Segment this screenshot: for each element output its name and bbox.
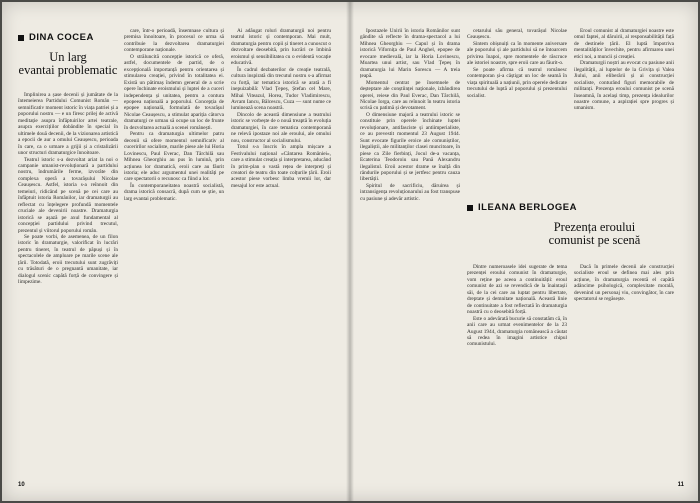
right-column-3-top: [574, 28, 674, 196]
left-author-heading: [18, 32, 118, 43]
paragraph: Eroul comunist al dramaturgiei noastre este omul faptei, al dăruirii, al responsabilității față de destinele țării. El luptă împotriva mentalităților învechite, pentru afirmarea unei etici noi, a muncii și creației.: [574, 28, 674, 60]
right-article-title: [507, 221, 682, 247]
left-page: [2, 2, 350, 501]
right-column-3-bottom: [574, 264, 674, 476]
left-column-1: [18, 92, 118, 476]
right-column-1: [360, 28, 460, 476]
paragraph: Ipostazele Unirii în istoria Românilor sunt gândite să reflecte în drama-spectacol a lui Mihnea Gheorghiu — Capul și în drama istorică Vifornița de Paul Anghel, epopee de evocare medievală, iar la Horia Lovinescu, Moartea unui artist, sau Vlad Țepeș în dramaturgia lui Marin Sorescu — A treia țeapă.: [360, 28, 460, 80]
right-page-number: 11: [677, 482, 684, 488]
paragraph: În contemporaneitatea noastră socialistă, drama istorică consacră, după cum se știe, un larg evantai problematic.: [124, 182, 224, 202]
right-page: [350, 2, 698, 501]
right-title-line-2: comunist pe scenă: [548, 233, 641, 247]
left-author-name: DINA COCEA: [29, 32, 94, 43]
paragraph: cetarului său general, tovarășul Nicolae Ceaușescu.: [467, 28, 567, 41]
left-page-number: 10: [18, 482, 25, 488]
paragraph: În cadrul dezbaterilor de creație teatrală, cultura inspirată din trecutul nostru s-a afirmat cu forță, iar tematica istorică se arată a fi inepuizabilă: Vlad Țepeș, Ștefan cel Mare, Mihai Viteazul, Horea, Tudor Vladimirescu, Avram Iancu, Bălcescu, Cuza — sunt nume ce luminează scena noastră.: [231, 66, 331, 112]
paragraph: Dintre numeroasele idei sugerate de tema prezenței eroului comunist în dramaturgie, vom reține pe aceea a continuității: eroul comunist de azi se revendică de la înaintașii săi, de la cei care au luptat pentru libertate, dreptate și demnitate națională. Această linie de continuitate a fost reflectată în dramaturgia noastră cu o deosebită forță.: [467, 264, 567, 316]
paragraph: Totul s-a înscris în ampla mișcare a Festivalului național «Cântarea României», care a stimulat creația și interpretarea, aducând în prim-plan o vastă rețea de interpreți și creatori de teatru din toate colțurile țării. Eroii acestor piese vorbesc limba vremii lor, dar mesajul lor este actual.: [231, 144, 331, 189]
paragraph: Împlinirea a șase decenii și jumătate de la întemeierea Partidului Comunist Român — semnificativ moment istoric în viața patriei și a poporului nostru — e un firesc prilej de activă meditație asupra înfăptuirilor artei teatrale, asupra exercițiilor dobândite în special în ultimele două decenii, de la vizionarea artistică a epocii de aur a omului Ceaușescu, perioada în care, ca o urmare a grijii și a cristalizării unor structuri dramaturgice înnoitoare.: [18, 92, 118, 157]
paragraph: care, într-o perioadă, însemnase cultura și premisa înnoitoare, în procesul ce urma să contribuie la dezvoltarea dramaturgiei contemporane naționale.: [124, 28, 224, 54]
paragraph: Spiritul de sacrificiu, dăruirea și intransigența revoluționarului au fost transpuse cu pasiune și adevăr artistic.: [360, 182, 460, 202]
square-bullet-icon: [467, 205, 473, 211]
right-author-name: ILEANA BERLOGEA: [478, 202, 577, 213]
left-column-2: [124, 28, 224, 476]
magazine-spread: [2, 2, 698, 501]
paragraph: Este o adevărată bucurie să constatăm că, în anii care au urmat evenimentelor de la 23 August 1944, dramaturgia românească a căutat să redea în imagini artistice chipul comunistului.: [467, 315, 567, 348]
right-column-2-bottom: [467, 264, 567, 476]
left-article-header: [18, 32, 118, 77]
paragraph: Dincolo de această dimensiune a teatrului istoric se vorbește de o nouă treaptă în evoluția dramaturgiei, în care tematica contemporană ne relevă ipostaze noi ale eroului, ale omului nou, constructor al socialismului.: [231, 111, 331, 144]
right-column-2-top: [467, 28, 567, 188]
right-title-line-1: Prezența eroului: [553, 220, 636, 234]
paragraph: O dimensiune majoră a teatrului istoric se constituie prin operele închinate luptei revoluționare, antifasciste și antiimperialiste, ce au prevestit momentul 23 August 1944. Sunt evocate figurile eroice ale comuniștilor, ilegaliștii, ale militanților clasei muncitoare, în piese ca Zile fierbinți, Jocul de-a vacanța, Ecaterina Teodoroiu sau Pană Alexandru ilegalistul. Eroii acestor drame se înalță din rândurile poporului și se jertfesc pentru cauza libertății.: [360, 111, 460, 183]
square-bullet-icon: [18, 35, 24, 41]
paragraph: Momentul centrat pe însemnele de deșteptare ale conștiinței naționale, izbândirea operei, reiese din Paul Everac, Dan Tărchilă, Nicolae Iorga, care au reînnoit în teatru istoria scrisă cu patimă și devotament.: [360, 79, 460, 112]
paragraph: Se poate vorbi, de asemenea, de un filon istoric în dramaturgie, valorificat în lucrări pentru tineret, în teatrul de păpuși și în spectacolele de amploare pe marile scene ale țării. Totodată, eroii trecutului sunt zugrăviți cu trăsături de o pregnantă umanitate, iar dialogul scenic capătă forță de convingere și limpezime.: [18, 233, 118, 286]
left-column-3: [231, 28, 331, 476]
paragraph: Pentru ca dramaturgia ultimelor patru decenii să ofere momentul semnificativ al cuceririlor socialiste, marile piese ale lui Horia Lovinescu, Paul Everac, Dan Tărchilă sau Mihnea Gheorghiu au pus în lumină, prin acțiunea lor dramatică, eroii care au făurit istoria; ele aduc argumentul unei realități pe care spectatorii o recunosc ca fiind a lor.: [124, 131, 224, 183]
paragraph: Ai adăugat roluri dramaturgii noi pentru teatrul istoric și contemporan. Mai mult, dramaturgia pentru copii și tineret a cunoscut o dezvoltare deosebită, prin lucrări ce îmbină eroismul și sensibilitatea cu o evidentă vocație educativă.: [231, 28, 331, 67]
paragraph: Se poate afirma că teatrul românesc contemporan și-a câștigat un loc de seamă în viața spirituală a națiunii, prin operele dedicate trecutului de luptă al poporului și prezentului socialist.: [467, 66, 567, 99]
paragraph: Sintem obișnuiți ca în momente aniversare ale poporului și ale partidului să ne întoarcem privirea înapoi, spre momentele de răscruce ale istoriei noastre, spre eroii care au făurit-o.: [467, 40, 567, 67]
right-article-header: [467, 202, 682, 247]
paragraph: Dramaturgii noștri au evocat cu pasiune anii ilegalității, ai luptelor de la Grivița și Valea Jiului, anii eliberării și ai construcției socialiste, conturând figuri memorabile de militanți. Prezența eroului comunist pe scenă înseamnă, în același timp, prezența idealurilor noastre comune, a aspirației spre progres și umanism.: [574, 60, 674, 112]
paragraph: O străluncită concepție istorică ce oferă, astfel, documentele de partid, de o excepțională importanță pentru orientarea și stimularea creației, privind în totalitatea ei. Există un pătimaș îndemn general de a scrie opere închinate eroismului și luptei de a cuceri independența și unitatea, pentru a contura epopeea națională a poporului. Concepția de epopee națională, formulată de tovarășul Nicolae Ceaușescu, a stimulat apariția câtorva dramaturgi ce urmau să ocupe un loc de frunte în dezvoltarea actuală a scenei românești.: [124, 53, 224, 131]
paragraph: Dacă în primele decenii ale construcției socialiste eroul se definea mai ales prin acțiune, în dramaturgia recentă el capătă adâncime psihologică, complexitate morală, devenind un personaj viu, convingător, în care spectatorul se regăsește.: [574, 264, 674, 303]
left-title-line-1: Un larg: [49, 50, 87, 64]
left-title-line-2: evantai problematic: [18, 63, 118, 77]
paragraph: Teatrul istoric s-a dezvoltat ariat la noi o campanie umanist-revoluționară a partidului nostru, îndrumările ferme, izvorâte din complexa operă a tovarășului Nicolae Ceaușescu. Astfel, istoria s-a reînnoit din temeiuri, ridicând pe scenă pe cei care au înfăptuit istoria Românilor, iar dramaturgii au reflectat cu înțelegere profundă momentele cruciale ale devenirii noastre. Dramaturgia istorică se așază pe axul fundamental al concepției partidului privind trecutul, prezentul și viitorul poporului român.: [18, 156, 118, 234]
right-author-heading: [467, 202, 682, 213]
left-article-title: [18, 51, 118, 77]
